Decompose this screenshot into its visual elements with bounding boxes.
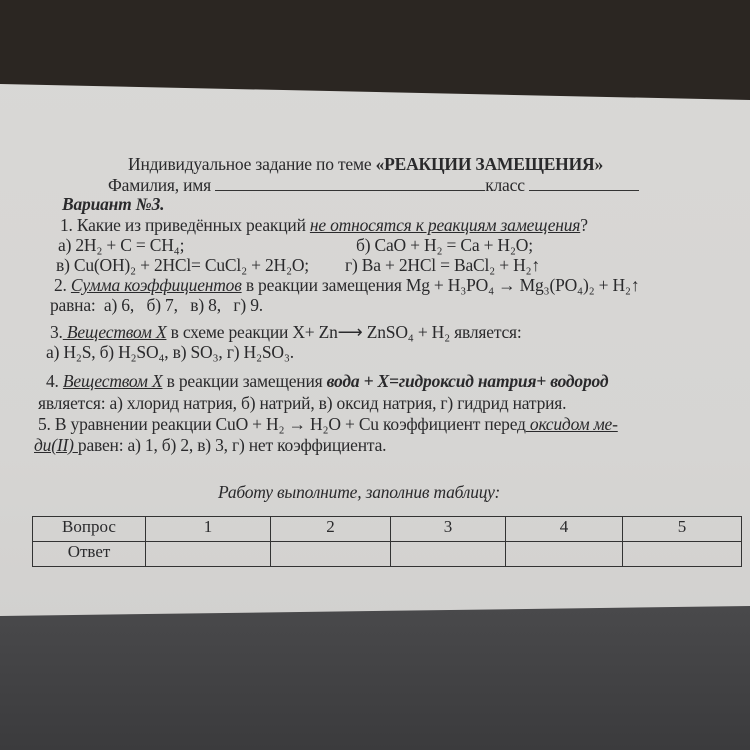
- name-row: [108, 175, 639, 196]
- answer-cell[interactable]: [391, 542, 506, 567]
- table-row: [33, 517, 742, 542]
- q1-emphasis: не относятся к реакциям замещения: [309, 215, 581, 235]
- answer-cell[interactable]: [271, 542, 391, 567]
- class-label: класс: [485, 175, 525, 195]
- question-2: [54, 275, 639, 296]
- q2-text: в реакции замещения Mg + H₃PO₄ → Mg₃(PO₄)₂ + H₂↑: [241, 275, 640, 295]
- table-row: [33, 542, 742, 567]
- q1-text: 1. Какие из приведённых реакций: [60, 215, 310, 235]
- answer-cell[interactable]: [506, 542, 623, 567]
- table-surface: [0, 600, 750, 750]
- q4-text: в реакции замещения: [162, 371, 327, 391]
- question-5-cont: [34, 435, 386, 456]
- answer-cell[interactable]: [146, 542, 271, 567]
- instruction: Работу выполните, заполнив таблицу:: [218, 482, 501, 502]
- variant-heading: Вариант №3.: [62, 194, 165, 214]
- q1-end: ?: [580, 215, 588, 235]
- q4-emphasis: Веществом X: [62, 371, 163, 391]
- q5-emphasis-2: ди(II): [34, 435, 78, 455]
- q5-text: 5. В уравнении реакции CuO + H₂ → H₂O + Cu коэффициент перед: [38, 414, 526, 434]
- q1-option-b: б) CaO + H₂ = Ca + H₂O;: [356, 235, 533, 255]
- question-1: [60, 215, 588, 236]
- column-header: 5: [623, 517, 742, 542]
- q4-reaction: вода + X=гидроксид натрия+ водород: [326, 371, 609, 391]
- q3-text: в схеме реакции X+ Zn⟶ ZnSO₄ + H₂ является:: [166, 322, 522, 342]
- q5-emphasis-1: оксидом ме-: [525, 414, 618, 434]
- q2-emphasis: Сумма коэффициентов: [70, 275, 242, 295]
- answer-table: [32, 516, 742, 567]
- column-header: 2: [271, 517, 391, 542]
- question-3: [50, 322, 522, 343]
- column-header: 4: [506, 517, 623, 542]
- q4-options: является: а) хлорид натрия, б) натрий, в) оксид натрия, г) гидрид натрия.: [38, 393, 567, 413]
- title-topic: «РЕАКЦИИ ЗАМЕЩЕНИЯ»: [375, 154, 603, 174]
- class-blank[interactable]: [529, 190, 639, 191]
- column-header: 3: [391, 517, 506, 542]
- name-blank[interactable]: [215, 190, 485, 191]
- worksheet-title: [128, 154, 603, 175]
- q5-options: равен: а) 1, б) 2, в) 3, г) нет коэффициента.: [77, 435, 387, 455]
- q3-number: 3.: [50, 322, 63, 342]
- name-label: Фамилия, имя: [108, 175, 212, 195]
- question-4: [46, 371, 608, 392]
- q4-number: 4.: [46, 371, 63, 391]
- q3-options: а) H₂S, б) H₂SO₄, в) SO₃, г) H₂SO₃.: [46, 342, 294, 362]
- row-label-answer: Ответ: [33, 542, 146, 567]
- q2-options: равна: а) 6, б) 7, в) 8, г) 9.: [50, 295, 263, 315]
- q3-emphasis: Веществом X: [62, 322, 167, 342]
- answer-cell[interactable]: [623, 542, 742, 567]
- row-label-question: Вопрос: [33, 517, 146, 542]
- q2-number: 2.: [54, 275, 71, 295]
- question-5: [38, 414, 618, 435]
- q1-option-a: а) 2H₂ + C = CH₄;: [58, 235, 185, 255]
- title-prefix: Индивидуальное задание по теме: [128, 154, 376, 174]
- q1-option-v: в) Cu(OH)₂ + 2HCl= CuCl₂ + 2H₂O;: [56, 255, 309, 275]
- column-header: 1: [146, 517, 271, 542]
- q1-option-g: г) Ba + 2HCl = BaCl₂ + H₂↑: [345, 255, 540, 275]
